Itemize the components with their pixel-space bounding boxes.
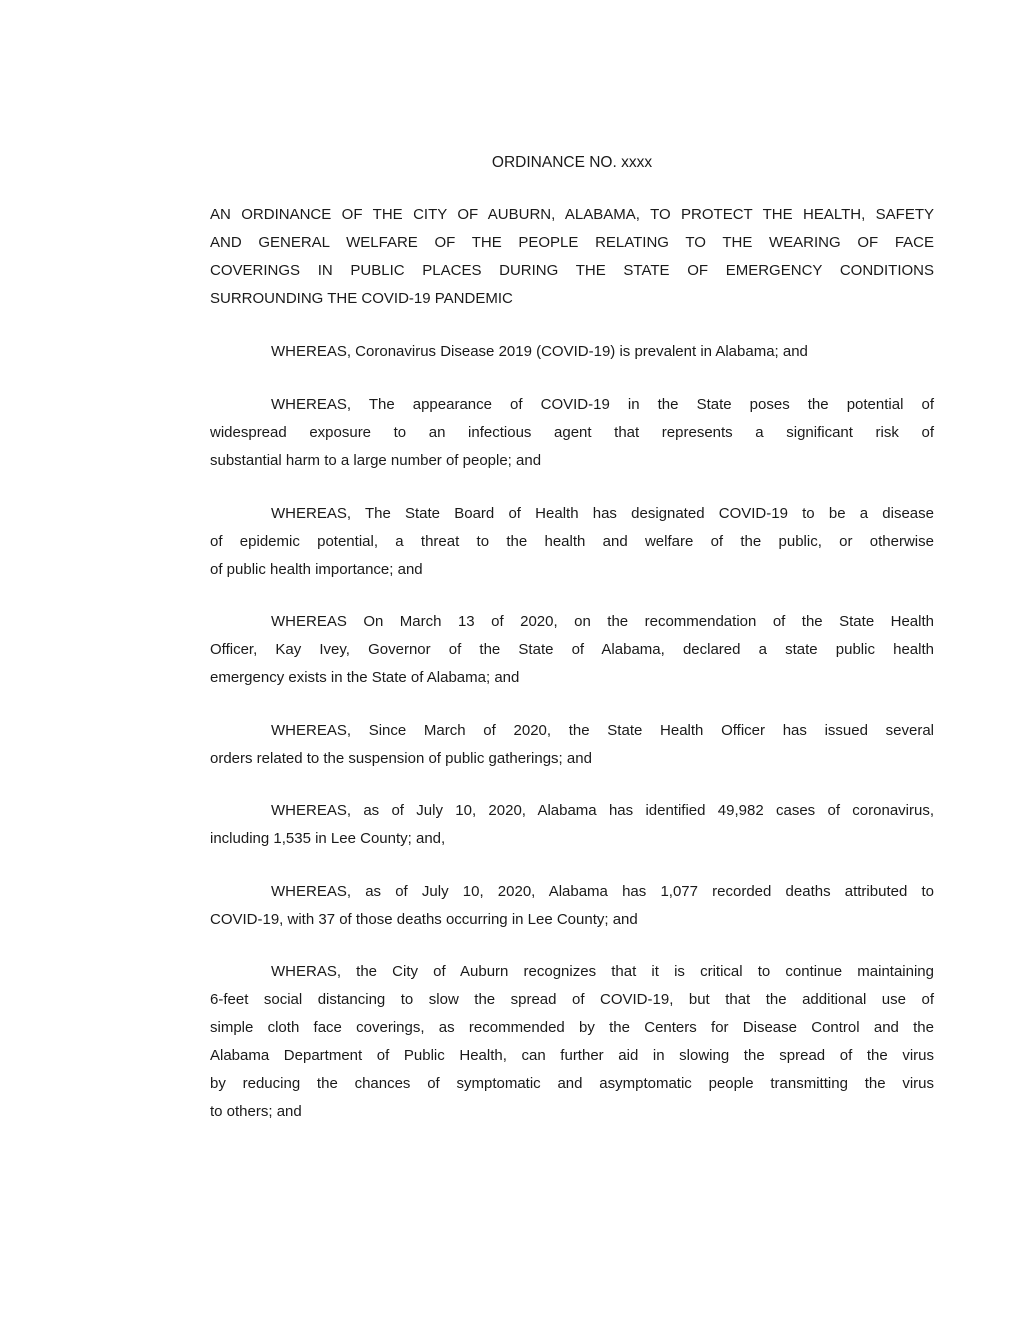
paragraph-line: of epidemic potential, a threat to the health and welfare of the public, or otherwise [210,533,934,550]
paragraph-line: WHEREAS On March 13 of 2020, on the recommendation of the State Health [271,613,934,630]
heading-line: AN ORDINANCE OF THE CITY OF AUBURN, ALABAMA, TO PROTECT THE HEALTH, SAFETY [210,206,934,223]
paragraph-line: by reducing the chances of symptomatic and asymptomatic people transmitting the virus [210,1075,934,1092]
paragraph-line: to others; and [210,1103,302,1120]
ordinance-heading [210,204,934,316]
paragraph-line: widespread exposure to an infectious agent that represents a significant risk of [210,424,934,441]
paragraph-line: COVID-19, with 37 of those deaths occurring in Lee County; and [210,911,638,928]
whereas-paragraph [210,341,934,369]
paragraph-line: WHEREAS, as of July 10, 2020, Alabama has identified 49,982 cases of coronavirus, [271,802,934,819]
whereas-paragraph [210,611,934,695]
whereas-paragraph [210,800,934,856]
paragraph-line: WHERAS, the City of Auburn recognizes that it is critical to continue maintaining [271,963,934,980]
heading-line: COVERINGS IN PUBLIC PLACES DURING THE STATE OF EMERGENCY CONDITIONS [210,262,934,279]
ordinance-title: ORDINANCE NO. xxxx [491,154,653,171]
whereas-paragraph [210,503,934,587]
paragraph-line: of public health importance; and [210,561,423,578]
paragraph-line: emergency exists in the State of Alabama; and [210,669,520,686]
paragraph-line: WHEREAS, The appearance of COVID-19 in the State poses the potential of [271,396,934,413]
paragraph-line: simple cloth face coverings, as recommended by the Centers for Disease Control and the [210,1019,934,1036]
paragraph-line: Officer, Kay Ivey, Governor of the State of Alabama, declared a state public health [210,641,934,658]
paragraph-line: substantial harm to a large number of people; and [210,452,542,469]
paragraph-line: 6-feet social distancing to slow the spread of COVID-19, but that the additional use of [210,991,934,1008]
paragraph-line: orders related to the suspension of public gatherings; and [210,750,592,767]
paragraph-line: WHEREAS, as of July 10, 2020, Alabama has 1,077 recorded deaths attributed to [271,883,934,900]
whereas-paragraph [210,881,934,937]
paragraph-line: WHEREAS, Coronavirus Disease 2019 (COVID-19) is prevalent in Alabama; and [271,343,808,360]
paragraph-line: WHEREAS, The State Board of Health has designated COVID-19 to be a disease [271,505,934,522]
paragraph-line: WHEREAS, Since March of 2020, the State Health Officer has issued several [271,722,934,739]
whereas-paragraph [210,961,934,1129]
paragraph-line: Alabama Department of Public Health, can further aid in slowing the spread of the virus [210,1047,934,1064]
heading-line: SURROUNDING THE COVID-19 PANDEMIC [210,290,513,307]
paragraph-line: including 1,535 in Lee County; and, [210,830,446,847]
whereas-paragraph [210,720,934,776]
heading-line: AND GENERAL WELFARE OF THE PEOPLE RELATING TO THE WEARING OF FACE [210,234,934,251]
whereas-paragraph [210,394,934,478]
